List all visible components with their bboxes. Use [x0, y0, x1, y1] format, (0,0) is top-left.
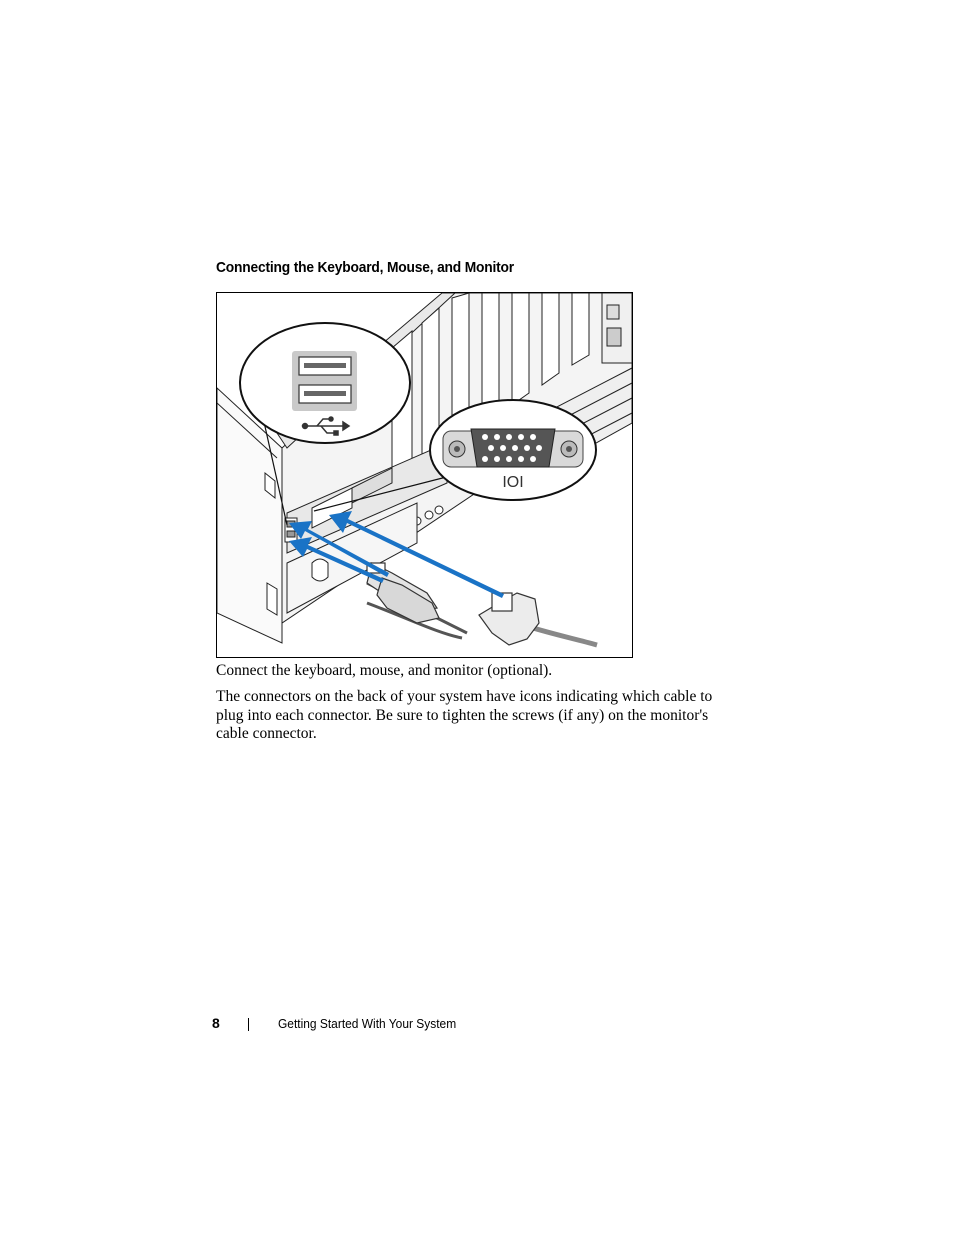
footer-title: Getting Started With Your System [278, 1016, 457, 1031]
page-number: 8 [212, 1015, 220, 1031]
monitor-vga-icon [443, 429, 583, 467]
section-heading: Connecting the Keyboard, Mouse, and Monitor [216, 259, 514, 276]
usb-icon [292, 351, 357, 411]
connection-illustration [216, 292, 633, 658]
monitor-cable [479, 593, 597, 645]
figure-caption: Connect the keyboard, mouse, and monitor (optional). [216, 662, 553, 679]
footer-divider [248, 1018, 249, 1031]
vga-symbol-label: IOI [502, 474, 524, 491]
body-paragraph: The connectors on the back of your system have icons indicating which cable to plug into each connector. Be sure to tighten the screws (if any) on the monitor's cable connector. [216, 688, 713, 742]
keyboard-mouse-cables [367, 563, 467, 638]
